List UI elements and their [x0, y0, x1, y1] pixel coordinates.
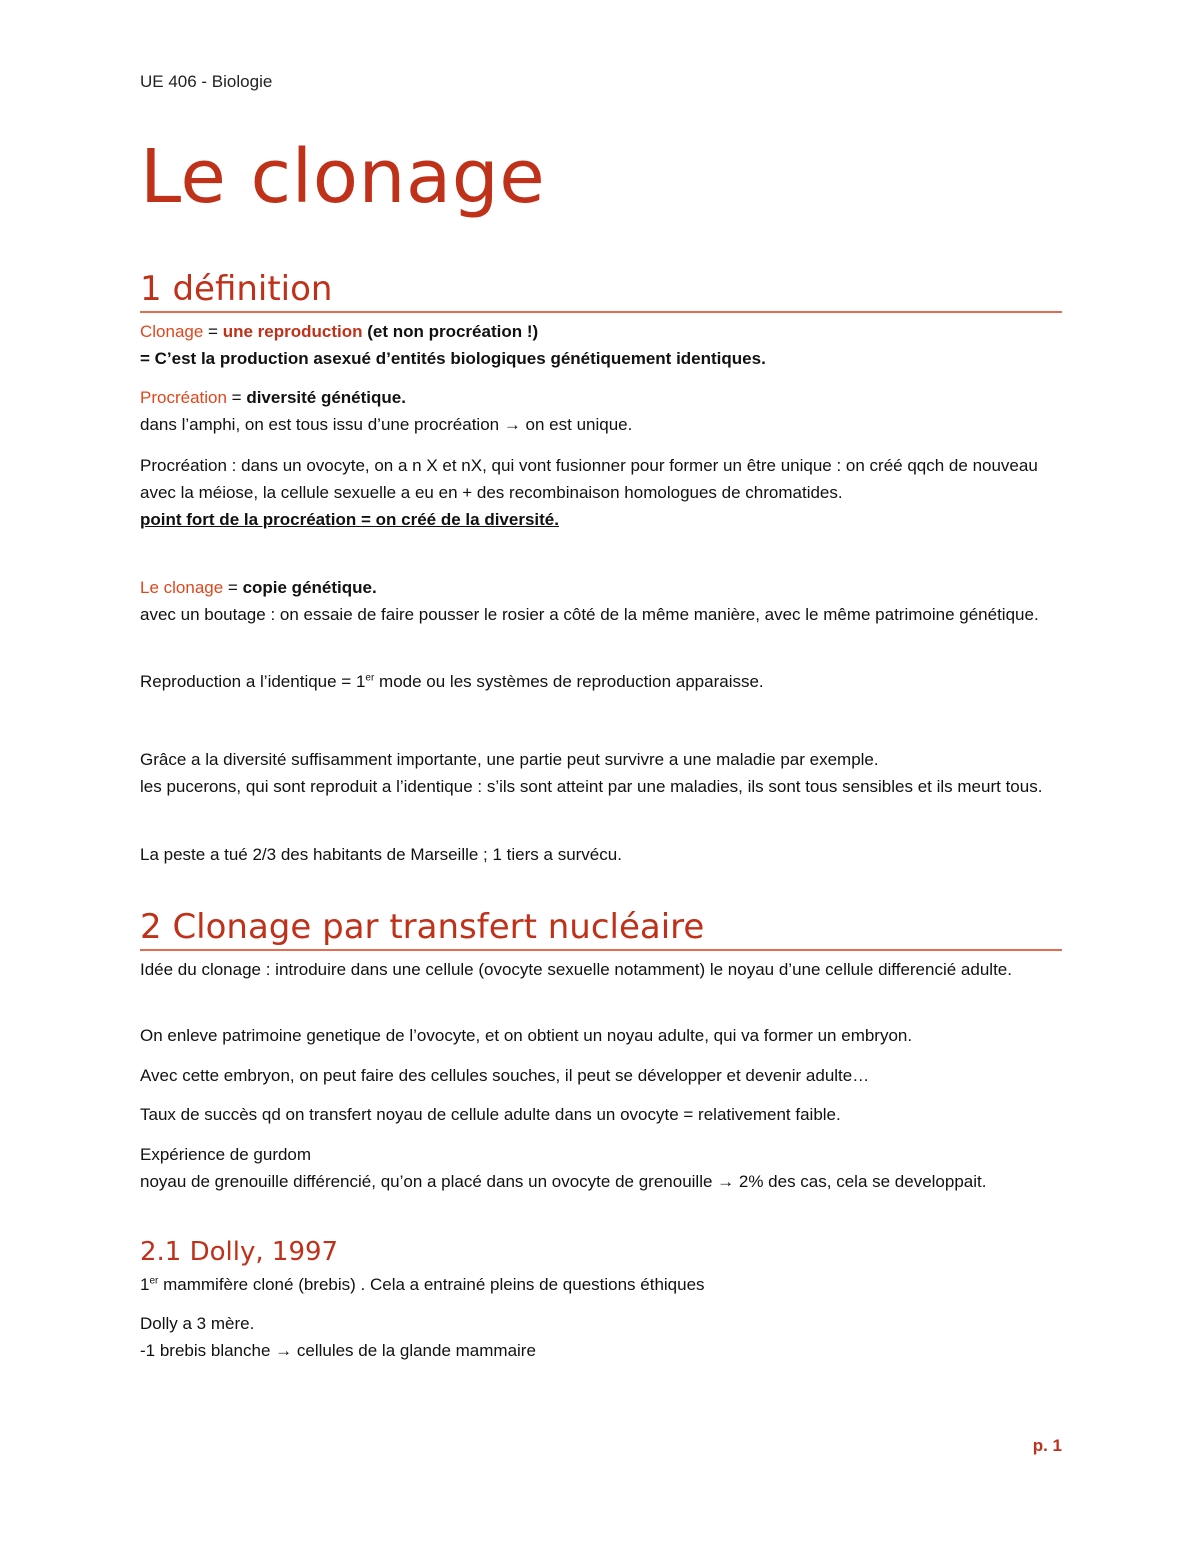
paragraph-ovocyte	[140, 452, 1062, 533]
paragraph-reproduction	[140, 668, 1062, 695]
amphi-text: dans l’amphi, on est tous issu d’une procréation	[140, 415, 504, 434]
document-title: Le clonage	[140, 134, 546, 220]
arrow-icon: →	[275, 1341, 293, 1360]
production-line: = C’est la production asexué d’entités biologiques génétiquement identiques.	[140, 349, 766, 368]
boutage-text: avec un boutage : on essaie de faire pousser le rosier a côté de la même manière, avec le même patrimoine génétique.	[140, 605, 1039, 624]
paragraph-enleve: On enleve patrimoine genetique de l’ovocyte, et on obtient un noyau adulte, qui va former un embryon.	[140, 1026, 913, 1045]
paragraph-mammifere	[140, 1271, 1062, 1298]
term-clonage: Clonage	[140, 322, 204, 341]
paragraph-taux: Taux de succès qd on transfert noyau de cellule adulte dans un ovocyte = relativement faible.	[140, 1105, 841, 1124]
mammifere-text: 1	[140, 1275, 150, 1294]
brebis-text: -1 brebis blanche	[140, 1341, 276, 1360]
ovocyte-text: Procréation : dans un ovocyte, on a n X et nX, qui vont fusionner pour former un être unique : on créé qqch de nouveau	[140, 456, 1038, 475]
page-number: p. 1	[1032, 1436, 1062, 1455]
brebis-text-end: cellules de la glande mammaire	[292, 1341, 536, 1360]
section-2-heading: 2 Clonage par transfert nucléaire	[140, 908, 1062, 951]
amphi-text-end: on est unique.	[520, 415, 633, 434]
grenouille-text-end: 2% des cas, cela se developpait.	[734, 1172, 987, 1191]
dolly-text: Dolly a 3 mère.	[140, 1314, 255, 1333]
section-2-1-heading: 2.1 Dolly, 1997	[140, 1237, 339, 1267]
paragraph-le-clonage	[140, 574, 1062, 628]
term-une-reproduction: une reproduction	[222, 322, 363, 341]
paragraph-gurdom	[140, 1141, 1062, 1195]
paragraph-grace	[140, 746, 1062, 800]
term-le-clonage: Le clonage	[140, 578, 224, 597]
grenouille-text: noyau de grenouille différencié, qu’on a placé dans un ovocyte de grenouille	[140, 1172, 718, 1191]
paragraph-dolly	[140, 1310, 1062, 1364]
arrow-icon: →	[717, 1172, 735, 1191]
equals-sign: =	[223, 578, 243, 597]
paragraph-embryon: Avec cette embryon, on peut faire des cellules souches, il peut se développer et devenir adulte…	[140, 1066, 870, 1085]
reproduction-text: Reproduction a l’identique = 1	[140, 672, 366, 691]
term-procreation: Procréation	[140, 388, 227, 407]
equals-sign: =	[226, 388, 247, 407]
grace-text: Grâce a la diversité suffisamment importante, une partie peut survivre a une maladie par exemple.	[140, 750, 879, 769]
paragraph-idee: Idée du clonage : introduire dans une cellule (ovocyte sexuelle notamment) le noyau d’une cellule differencié adulte.	[140, 960, 1012, 979]
page-header: UE 406 - Biologie	[140, 72, 273, 91]
point-fort-text: point fort de la procréation = on créé de la diversité.	[140, 510, 559, 529]
gurdom-text: Expérience de gurdom	[140, 1145, 312, 1164]
arrow-icon: →	[503, 415, 521, 434]
section-1-heading: 1 définition	[140, 270, 1062, 313]
mammifere-text-end: mammifère cloné (brebis) . Cela a entrainé pleins de questions éthiques	[158, 1275, 705, 1294]
reproduction-text-end: mode ou les systèmes de reproduction apparaisse.	[374, 672, 764, 691]
paragraph-procreation	[140, 384, 1062, 438]
superscript: er	[149, 1275, 159, 1287]
non-procreation-text: (et non procréation !)	[362, 322, 539, 341]
meiose-text: avec la méiose, la cellule sexuelle a eu en + des recombinaison homologues de chromatides.	[140, 483, 843, 502]
copie-text: copie génétique.	[242, 578, 377, 597]
pucerons-text: les pucerons, qui sont reproduit a l’identique : s’ils sont atteint par une maladies, ils sont tous sensibles et ils meurt tous.	[140, 777, 1043, 796]
paragraph-peste: La peste a tué 2/3 des habitants de Marseille ; 1 tiers a survécu.	[140, 845, 622, 864]
superscript: er	[365, 672, 375, 684]
diversite-text: diversité génétique.	[246, 388, 406, 407]
paragraph-clonage-def	[140, 318, 1062, 372]
equals-sign: =	[203, 322, 223, 341]
